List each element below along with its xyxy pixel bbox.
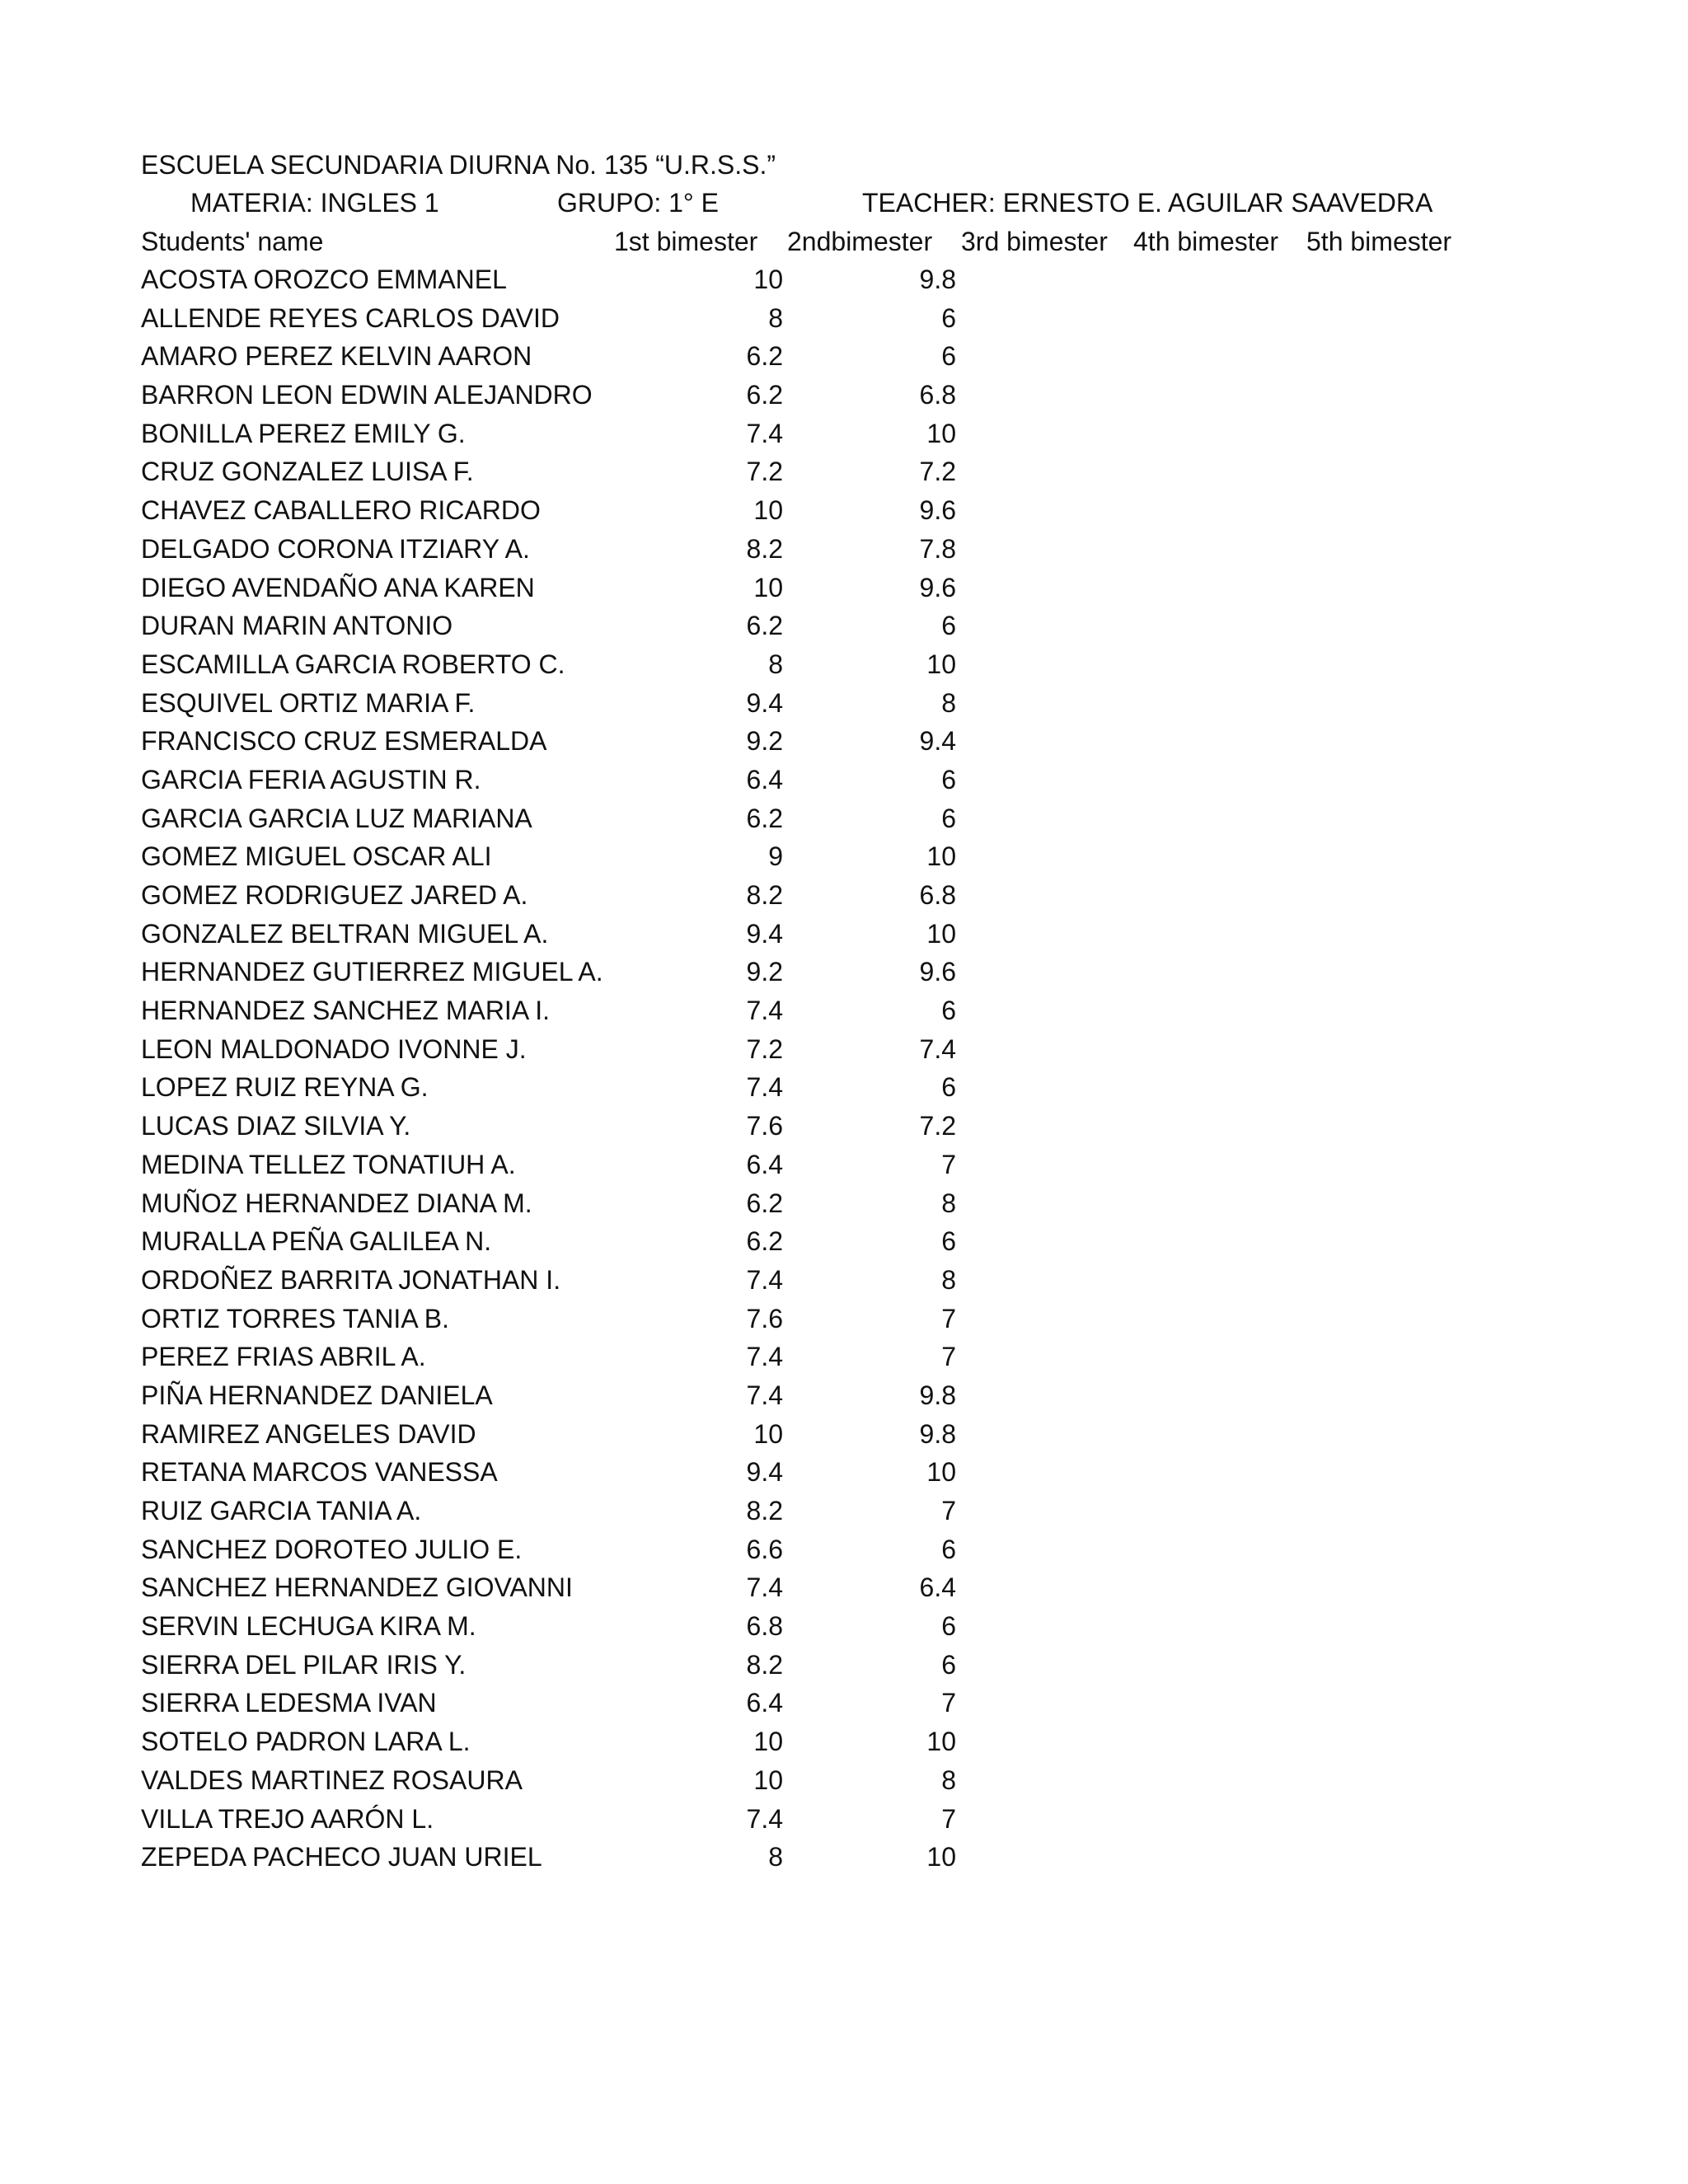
student-name: ESCAMILLA GARCIA ROBERTO C.	[141, 649, 565, 679]
grade-bimester-2: 10	[926, 649, 956, 679]
grade-bimester-2: 6	[941, 1072, 956, 1103]
student-row	[0, 607, 1688, 645]
student-row	[0, 1838, 1688, 1877]
student-row	[0, 1146, 1688, 1184]
student-row	[0, 1068, 1688, 1107]
student-name: DURAN MARIN ANTONIO	[141, 611, 453, 641]
group-label: GRUPO: 1° E	[557, 188, 719, 218]
grade-bimester-1: 6.2	[746, 341, 783, 372]
student-name: CRUZ GONZALEZ LUISA F.	[141, 457, 474, 487]
grade-bimester-2: 6	[941, 1534, 956, 1564]
student-name: BONILLA PEREZ EMILY G.	[141, 418, 466, 448]
student-name: GOMEZ RODRIGUEZ JARED A.	[141, 880, 528, 910]
grade-bimester-2: 9.8	[919, 1418, 956, 1449]
grade-bimester-2: 7	[941, 1303, 956, 1333]
student-name: ACOSTA OROZCO EMMANEL	[141, 265, 507, 294]
student-name: PEREZ FRIAS ABRIL A.	[141, 1342, 426, 1372]
grade-bimester-2: 7.2	[919, 1111, 956, 1141]
grade-bimester-1: 7.6	[746, 1111, 783, 1141]
grade-bimester-1: 7.4	[746, 1572, 783, 1603]
grade-bimester-1: 7.6	[746, 1303, 783, 1333]
student-name: GARCIA GARCIA LUZ MARIANA	[141, 803, 532, 833]
grade-bimester-2: 9.6	[919, 495, 956, 526]
student-name: SIERRA LEDESMA IVAN	[141, 1688, 437, 1718]
grade-bimester-1: 6.2	[746, 380, 783, 410]
student-name: SANCHEZ DOROTEO JULIO E.	[141, 1534, 523, 1564]
student-row	[0, 1338, 1688, 1376]
student-name: DIEGO AVENDAÑO ANA KAREN	[141, 572, 535, 602]
student-row	[0, 684, 1688, 723]
student-name: LEON MALDONADO IVONNE J.	[141, 1033, 527, 1064]
grade-bimester-1: 9	[768, 841, 783, 872]
grade-bimester-1: 6.2	[746, 803, 783, 833]
grade-bimester-2: 6	[941, 764, 956, 794]
student-name: VALDES MARTINEZ ROSAURA	[141, 1765, 523, 1795]
student-row	[0, 1800, 1688, 1839]
grade-bimester-2: 6	[941, 1611, 956, 1642]
student-row	[0, 876, 1688, 915]
grade-bimester-2: 8	[941, 687, 956, 718]
grade-bimester-1: 7.4	[746, 1803, 783, 1834]
grade-bimester-1: 6.2	[746, 1188, 783, 1218]
teacher-label: TEACHER: ERNESTO E. AGUILAR SAAVEDRA	[862, 188, 1433, 218]
student-name: LOPEZ RUIZ REYNA G.	[141, 1072, 429, 1103]
student-name: MEDINA TELLEZ TONATIUH A.	[141, 1149, 516, 1179]
grade-bimester-2: 10	[926, 1727, 956, 1757]
student-row	[0, 837, 1688, 876]
student-name: HERNANDEZ GUTIERREZ MIGUEL A.	[141, 957, 603, 987]
student-row	[0, 1300, 1688, 1338]
school-title: ESCUELA SECUNDARIA DIURNA No. 135 “U.R.S.S.”	[141, 150, 776, 180]
student-name: GOMEZ MIGUEL OSCAR ALI	[141, 841, 492, 872]
grade-bimester-2: 6	[941, 1649, 956, 1680]
student-row	[0, 530, 1688, 569]
student-row	[0, 1261, 1688, 1300]
grade-bimester-1: 8.2	[746, 1496, 783, 1526]
student-name: VILLA TREJO AARÓN L.	[141, 1803, 434, 1834]
student-name: ORDOÑEZ BARRITA JONATHAN I.	[141, 1264, 561, 1295]
grade-bimester-2: 10	[926, 1457, 956, 1488]
column-header-bimester-3: 3rd bimester	[961, 227, 1108, 256]
student-row	[0, 722, 1688, 761]
student-row	[0, 1722, 1688, 1761]
student-row	[0, 991, 1688, 1030]
student-row	[0, 645, 1688, 684]
student-row	[0, 1761, 1688, 1800]
grade-bimester-1: 7.4	[746, 1342, 783, 1372]
grade-bimester-2: 10	[926, 918, 956, 949]
grade-bimester-1: 8	[768, 649, 783, 679]
student-name: MUÑOZ HERNANDEZ DIANA M.	[141, 1188, 532, 1218]
student-name: GARCIA FERIA AGUSTIN R.	[141, 764, 481, 794]
subject-label: MATERIA: INGLES 1	[190, 188, 439, 218]
student-name: FRANCISCO CRUZ ESMERALDA	[141, 726, 547, 757]
grade-bimester-2: 6	[941, 1226, 956, 1257]
student-row	[0, 1184, 1688, 1223]
grade-bimester-2: 7	[941, 1149, 956, 1179]
grade-bimester-1: 7.4	[746, 1380, 783, 1410]
grade-bimester-1: 10	[753, 495, 783, 526]
student-row	[0, 1415, 1688, 1454]
grade-bimester-1: 7.4	[746, 1264, 783, 1295]
column-header-bimester-5: 5th bimester	[1306, 227, 1452, 256]
grade-bimester-2: 10	[926, 841, 956, 872]
student-row	[0, 915, 1688, 954]
student-row	[0, 1568, 1688, 1607]
grade-bimester-2: 8	[941, 1264, 956, 1295]
grade-bimester-1: 6.2	[746, 1226, 783, 1257]
grade-bimester-1: 6.4	[746, 1688, 783, 1718]
student-row	[0, 337, 1688, 376]
student-name: ZEPEDA PACHECO JUAN URIEL	[141, 1842, 542, 1872]
grade-bimester-2: 7	[941, 1342, 956, 1372]
grade-bimester-1: 6.4	[746, 764, 783, 794]
student-row	[0, 1376, 1688, 1415]
student-name: CHAVEZ CABALLERO RICARDO	[141, 495, 541, 526]
grade-bimester-2: 10	[926, 418, 956, 448]
grade-bimester-1: 8.2	[746, 1649, 783, 1680]
grade-bimester-1: 8	[768, 1842, 783, 1872]
grade-bimester-1: 9.4	[746, 918, 783, 949]
grade-bimester-2: 7.2	[919, 457, 956, 487]
grade-bimester-2: 6.4	[919, 1572, 956, 1603]
student-row	[0, 953, 1688, 991]
student-name: SIERRA DEL PILAR IRIS Y.	[141, 1649, 467, 1680]
student-row	[0, 415, 1688, 453]
grade-bimester-1: 7.4	[746, 418, 783, 448]
student-row	[0, 491, 1688, 530]
student-row	[0, 1030, 1688, 1069]
student-name: ESQUIVEL ORTIZ MARIA F.	[141, 687, 476, 718]
student-row	[0, 260, 1688, 299]
grade-bimester-2: 6	[941, 996, 956, 1026]
grade-bimester-2: 9.6	[919, 957, 956, 987]
grade-bimester-2: 9.8	[919, 1380, 956, 1410]
column-header-bimester-1: 1st bimester	[614, 227, 758, 256]
grade-bimester-2: 7	[941, 1688, 956, 1718]
student-name: BARRON LEON EDWIN ALEJANDRO	[141, 380, 593, 410]
grade-bimester-1: 6.6	[746, 1534, 783, 1564]
grade-bimester-1: 10	[753, 1765, 783, 1795]
grade-bimester-1: 6.2	[746, 611, 783, 641]
grade-bimester-1: 7.2	[746, 1033, 783, 1064]
grade-bimester-2: 7	[941, 1803, 956, 1834]
grade-bimester-2: 6.8	[919, 880, 956, 910]
grade-bimester-1: 7.4	[746, 1072, 783, 1103]
column-header-bimester-2: 2ndbimester	[787, 227, 933, 256]
grade-bimester-1: 9.2	[746, 726, 783, 757]
grade-bimester-2: 8	[941, 1188, 956, 1218]
student-row	[0, 761, 1688, 799]
student-row	[0, 1530, 1688, 1569]
student-name: LUCAS DIAZ SILVIA Y.	[141, 1111, 411, 1141]
grade-bimester-2: 9.8	[919, 265, 956, 294]
grade-bimester-2: 9.4	[919, 726, 956, 757]
grade-bimester-1: 9.4	[746, 687, 783, 718]
grade-bimester-2: 7.4	[919, 1033, 956, 1064]
student-name: ORTIZ TORRES TANIA B.	[141, 1303, 450, 1333]
grade-bimester-1: 8.2	[746, 880, 783, 910]
grade-bimester-1: 10	[753, 1727, 783, 1757]
student-name: GONZALEZ BELTRAN MIGUEL A.	[141, 918, 549, 949]
column-header-bimester-4: 4th bimester	[1133, 227, 1279, 256]
grade-bimester-1: 6.4	[746, 1149, 783, 1179]
student-name: AMARO PEREZ KELVIN AARON	[141, 341, 532, 372]
student-row	[0, 299, 1688, 338]
student-name: DELGADO CORONA ITZIARY A.	[141, 533, 530, 564]
student-grade-list	[0, 260, 1688, 1877]
grade-bimester-2: 6	[941, 611, 956, 641]
student-name: SANCHEZ HERNANDEZ GIOVANNI	[141, 1572, 573, 1603]
student-row	[0, 1684, 1688, 1722]
grade-bimester-2: 7.8	[919, 533, 956, 564]
student-name: PIÑA HERNANDEZ DANIELA	[141, 1380, 493, 1410]
student-name: RETANA MARCOS VANESSA	[141, 1457, 498, 1488]
student-name: SERVIN LECHUGA KIRA M.	[141, 1611, 476, 1642]
grade-bimester-2: 6	[941, 803, 956, 833]
student-name: MURALLA PEÑA GALILEA N.	[141, 1226, 492, 1257]
grade-bimester-1: 9.4	[746, 1457, 783, 1488]
grade-bimester-2: 8	[941, 1765, 956, 1795]
grade-bimester-2: 6	[941, 341, 956, 372]
student-row	[0, 1646, 1688, 1685]
student-row	[0, 1453, 1688, 1492]
student-row	[0, 1607, 1688, 1646]
student-row	[0, 1107, 1688, 1146]
grade-bimester-2: 6	[941, 302, 956, 333]
grade-bimester-1: 8	[768, 302, 783, 333]
grade-bimester-1: 6.8	[746, 1611, 783, 1642]
grade-bimester-1: 10	[753, 265, 783, 294]
student-row	[0, 376, 1688, 415]
student-name: RAMIREZ ANGELES DAVID	[141, 1418, 476, 1449]
student-row	[0, 799, 1688, 838]
student-name: RUIZ GARCIA TANIA A.	[141, 1496, 422, 1526]
column-header-name: Students' name	[141, 227, 324, 256]
grade-bimester-1: 7.2	[746, 457, 783, 487]
grade-bimester-1: 8.2	[746, 533, 783, 564]
grade-bimester-1: 7.4	[746, 996, 783, 1026]
grade-bimester-1: 10	[753, 1418, 783, 1449]
student-row	[0, 569, 1688, 607]
grade-bimester-2: 6.8	[919, 380, 956, 410]
grade-bimester-2: 7	[941, 1496, 956, 1526]
student-row	[0, 1492, 1688, 1530]
student-name: HERNANDEZ SANCHEZ MARIA I.	[141, 996, 551, 1026]
grade-bimester-2: 9.6	[919, 572, 956, 602]
student-row	[0, 1222, 1688, 1261]
student-name: SOTELO PADRON LARA L.	[141, 1727, 471, 1757]
student-row	[0, 452, 1688, 491]
grade-bimester-1: 9.2	[746, 957, 783, 987]
student-name: ALLENDE REYES CARLOS DAVID	[141, 302, 560, 333]
grade-bimester-2: 10	[926, 1842, 956, 1872]
grade-bimester-1: 10	[753, 572, 783, 602]
